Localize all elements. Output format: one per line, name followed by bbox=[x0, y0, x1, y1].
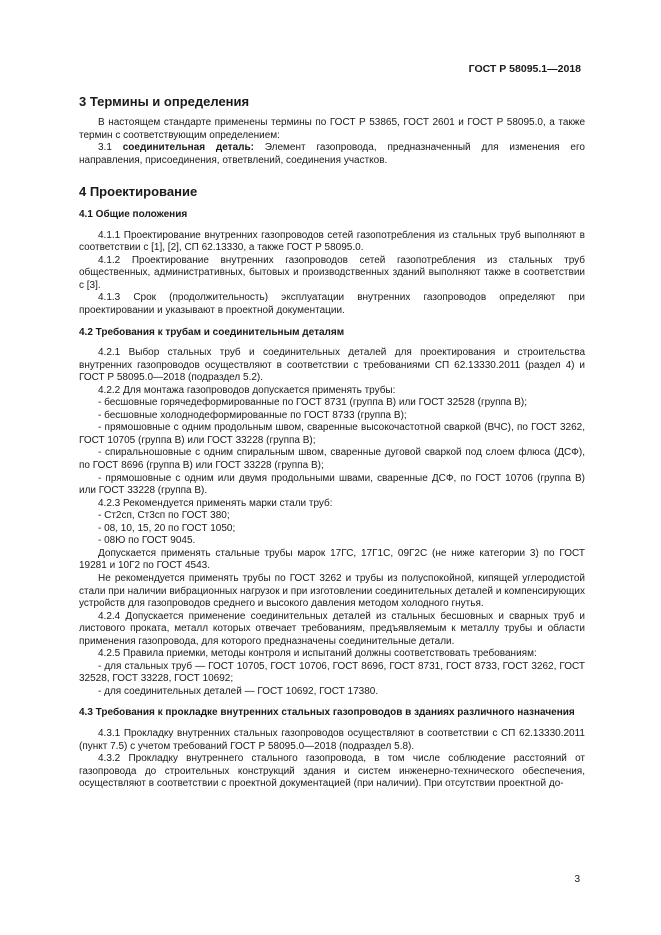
paragraph-not-recommended: Не рекомендуется применять трубы по ГОСТ 3262 и трубы из полуспокойной, кипящей углеродистой стали при наличии вибрационных нагрузок и при изготовлении соединительных деталей и компенсирующих устройств для газопроводов среднего и высокого давления методом холодного гнутья. bbox=[79, 572, 585, 610]
paragraph-4-3-2: 4.3.2 Прокладку внутреннего стального газопровода, в том числе соблюдение расстояний от газопровода до строительных конструкций здания и систем инженерно-технического обеспечения, осуществляют в соответствии с проектной документацией (при наличии). При отсутствии проектной до- bbox=[79, 753, 585, 790]
subsection-4-2-title: 4.2 Требования к трубам и соединительным деталям bbox=[79, 326, 345, 338]
paragraph-steel-grades: Допускается применять стальные трубы марок 17ГС, 17Г1С, 09Г2С (не ниже категории 3) по ГОСТ 19281 и 10Г2 по ГОСТ 4543. bbox=[79, 547, 585, 572]
paragraph-4-1-2: 4.1.2 Проектирование внутренних газопроводов сетей газопотребления из стальных труб общественных, административных, бытовых и производственных зданий выполняют также в соответствии с [3]. bbox=[79, 254, 585, 291]
term-definition-3-1 bbox=[79, 142, 585, 167]
list-item: - 08Ю по ГОСТ 9045. bbox=[98, 535, 196, 547]
paragraph-4-2-1: 4.2.1 Выбор стальных труб и соединительных деталей для проектирования и строительства внутренних газопроводов осуществляют в соответствии с требованиями СП 62.13330.2011 (раздел 4) и ГОСТ Р 58095.0—2018 (подраздел 5.2). bbox=[79, 347, 585, 384]
paragraph-4-1-3: 4.1.3 Срок (продолжительность) эксплуатации внутренних газопроводов определяют при проектировании и указывают в проектной документации. bbox=[79, 292, 585, 317]
list-item: - прямошовные с одним продольным швом, сваренные высокочастотной сваркой (ВЧС), по ГОСТ 3262, ГОСТ 10705 (группа В) или ГОСТ 33228 (группа В); bbox=[79, 422, 585, 446]
term-name: соединительная деталь: bbox=[122, 142, 254, 154]
page-number: 3 bbox=[574, 874, 580, 885]
paragraph-4-2-4: 4.2.4 Допускается применение соединительных деталей из стальных бесшовных и сварных труб и листового проката, металл которых отвечает требованиям, предъявляемым к металлу трубы и области применения газопровода, для которого предназначены соединительные детали. bbox=[79, 610, 585, 647]
list-item: - прямошовные с одним или двумя продольными швами, сваренные ДСФ, по ГОСТ 10706 (группа В) или ГОСТ 33228 (группа В). bbox=[79, 472, 585, 497]
paragraph-4-2-2: 4.2.2 Для монтажа газопроводов допускается применять трубы: bbox=[98, 384, 396, 396]
term-number: 3.1 bbox=[98, 142, 123, 154]
list-item: - Ст2сп, Ст3сп по ГОСТ 380; bbox=[98, 510, 230, 522]
paragraph-4-1-1: 4.1.1 Проектирование внутренних газопроводов сетей газопотребления из стальных труб выполняют в соответствии с [1], [2], СП 62.13330, а также ГОСТ Р 58095.0. bbox=[79, 229, 585, 254]
subsection-4-3-title: 4.3 Требования к прокладке внутренних стальных газопроводов в зданиях различного назначения bbox=[79, 707, 575, 719]
list-item: - бесшовные горячедеформированные по ГОСТ 8731 (группа В) или ГОСТ 32528 (группа В); bbox=[98, 397, 528, 409]
list-item: - бесшовные холоднодеформированные по ГОСТ 8733 (группа В); bbox=[98, 409, 407, 421]
list-item: - для стальных труб — ГОСТ 10705, ГОСТ 10706, ГОСТ 8696, ГОСТ 8731, ГОСТ 8733, ГОСТ 3262, ГОСТ 32528, ГОСТ 33228, ГОСТ 10692; bbox=[79, 660, 585, 685]
section-4-title: 4 Проектирование bbox=[79, 184, 198, 200]
subsection-4-1-title: 4.1 Общие положения bbox=[79, 209, 188, 221]
document-header: ГОСТ Р 58095.1—2018 bbox=[468, 63, 581, 75]
paragraph-4-3-1: 4.3.1 Прокладку внутренних стальных газопроводов осуществляют в соответствии с СП 62.13330.2011 (пункт 7.5) с учетом требований ГОСТ Р 58095.0—2018 (подраздел 5.8). bbox=[79, 727, 585, 752]
page-content bbox=[79, 94, 585, 791]
list-item: - для соединительных деталей — ГОСТ 10692, ГОСТ 17380. bbox=[98, 685, 379, 697]
term-definition: Элемент газопровода, предназначенный для изменения его направления, присоединения, ответвлений, соединения участков. bbox=[79, 142, 585, 166]
list-item: - спиральношовные с одним спиральным швом, сваренные дуговой сваркой под слоем флюса (ДСФ), по ГОСТ 8696 (группа В) или ГОСТ 33228 (группа В); bbox=[79, 447, 585, 472]
section-3-title: 3 Термины и определения bbox=[79, 94, 250, 109]
paragraph-4-2-3: 4.2.3 Рекомендуется применять марки стали труб: bbox=[98, 497, 333, 509]
section-3-intro: В настоящем стандарте применены термины по ГОСТ Р 53865, ГОСТ 2601 и ГОСТ Р 58095.0, а также термин с соответствующим определением: bbox=[79, 117, 585, 141]
list-item: - 08, 10, 15, 20 по ГОСТ 1050; bbox=[98, 522, 236, 534]
paragraph-4-2-5: 4.2.5 Правила приемки, методы контроля и испытаний должны соответствовать требованиям: bbox=[98, 648, 537, 660]
